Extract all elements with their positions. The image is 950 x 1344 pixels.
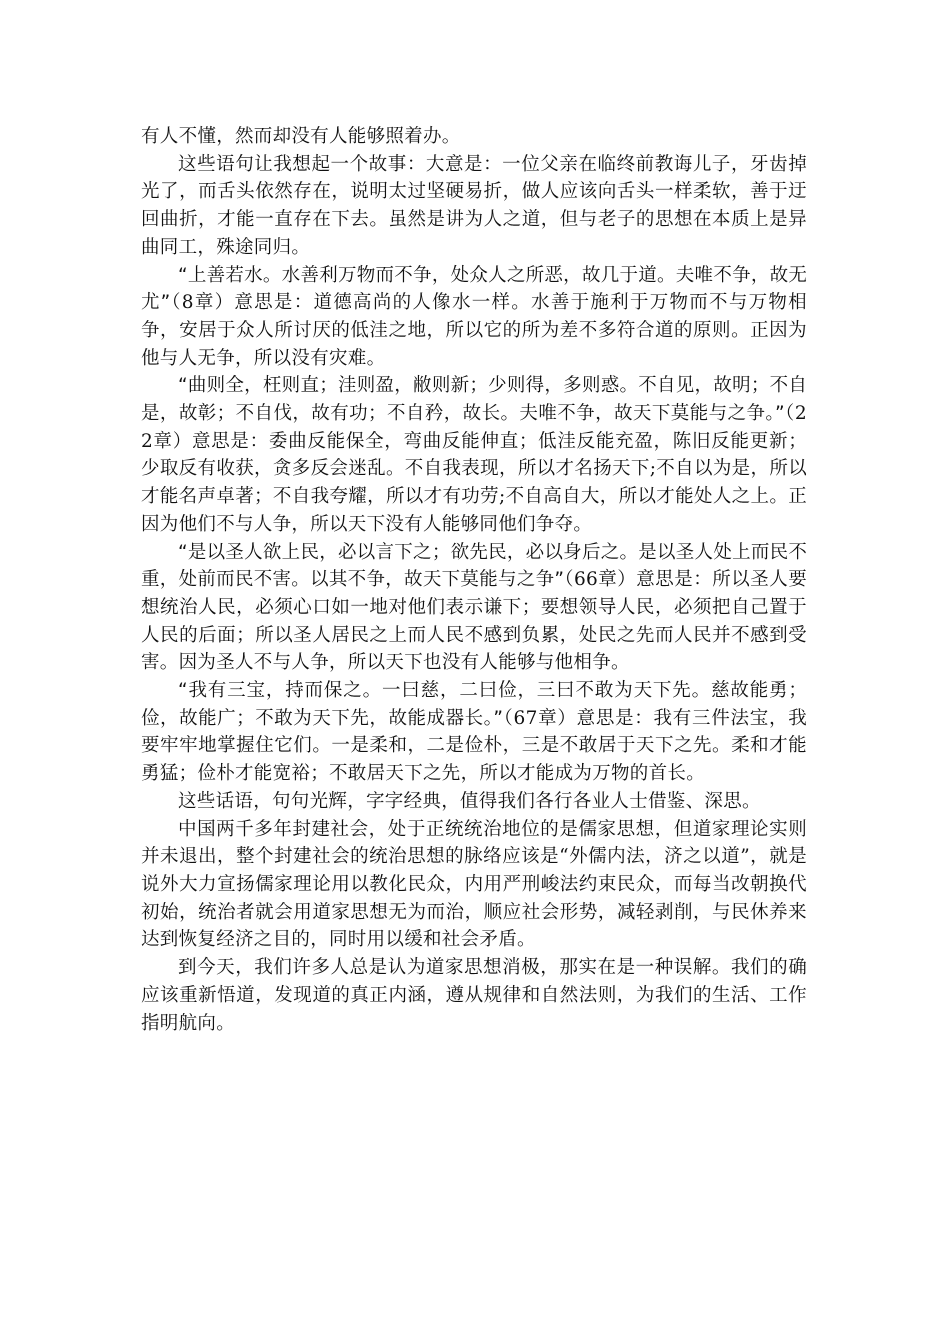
paragraph-9 — [141, 954, 807, 1037]
body-text — [141, 123, 807, 1037]
paragraph-3 — [141, 262, 807, 373]
paragraph-9-text: 到今天，我们许多人总是认为道家思想消极，那实在是一种误解。我们的确应该重新悟道，发现道的真正内涵，遵从规律和自然法则，为我们的生活、工作指明航向。 — [141, 957, 807, 1034]
paragraph-6-quote: “我有三宝，持而保之。一曰慈，二曰俭，三曰不敢为天下先。慈故能勇；俭，故能广；不敢为天下先，故能成器长。” — [141, 680, 807, 729]
paragraph-4-text: （22章）意思是：委曲反能保全，弯曲反能伸直；低洼反能充盈，陈旧反能更新；少取反有收获，贪多反会迷乱。不自我表现，所以才名扬天下;不自以为是，所以才能名声卓著；不自我夸耀，所以才有功劳;不自高自大，所以才能处人之上。正因为他们不与人争，所以天下没有人能够同他们争夺。 — [141, 403, 807, 535]
paragraph-8 — [141, 816, 807, 955]
paragraph-5-text: （66章）意思是：所以圣人要想统治人民，必须心口如一地对他们表示谦下；要想领导人民，必须把自己置于人民的后面；所以圣人居民之上而人民不感到负累，处民之先而人民并不感到受害。因为圣人不与人争，所以天下也没有人能够与他相争。 — [141, 569, 807, 674]
paragraph-7-text: 这些话语，句句光辉，字字经典，值得我们各行各业人士借鉴、深思。 — [178, 790, 761, 812]
paragraph-3-text: （8章）意思是：道德高尚的人像水一样。水善于施利于万物而不与万物相争，安居于众人所讨厌的低洼之地，所以它的所为差不多符合道的原则。正因为他与人无争，所以没有灾难。 — [141, 292, 807, 369]
paragraph-7 — [141, 788, 807, 816]
paragraph-2-text: 这些语句让我想起一个故事：大意是：一位父亲在临终前教诲儿子，牙齿掉光了，而舌头依然存在，说明太过坚硬易折，做人应该向舌头一样柔软，善于迂回曲折，才能一直存在下去。虽然是讲为人之道，但与老子的思想在本质上是异曲同工，殊途同归。 — [141, 153, 807, 258]
paragraph-4-quote: “曲则全，枉则直；洼则盈，敝则新；少则得，多则惑。不自见，故明；不自是，故彰；不自伐，故有功；不自矜，故长。夫唯不争，故天下莫能与之争。” — [141, 375, 807, 425]
paragraph-1 — [141, 123, 807, 151]
paragraph-5-quote: “是以圣人欲上民，必以言下之；欲先民，必以身后之。是以圣人处上而民不重，处前而民不害。以其不争，故天下莫能与之争” — [141, 541, 807, 591]
paragraph-2 — [141, 151, 807, 262]
paragraph-6 — [141, 677, 807, 788]
paragraph-8-text: 中国两千多年封建社会，处于正统统治地位的是儒家思想，但道家理论实则并未退出，整个封建社会的统治思想的脉络应该是“外儒内法，济之以道”，就是说外大力宣扬儒家理论用以教化民众，内用严刑峻法约束民众，而每当改朝换代初始，统治者就会用道家思想无为而治，顺应社会形势，减轻剥削，与民休养来达到恢复经济之目的，同时用以缓和社会矛盾。 — [141, 818, 807, 951]
paragraph-3-quote: “上善若水。水善利万物而不争，处众人之所恶，故几于道。夫唯不争，故无尤” — [141, 264, 807, 314]
paragraph-4 — [141, 372, 807, 538]
paragraph-5 — [141, 539, 807, 678]
paragraph-1-text: 有人不懂，然而却没有人能够照着办。 — [141, 126, 461, 147]
paragraph-6-text: （67章）意思是：我有三件法宝，我要牢牢地掌握住它们。一是柔和，二是俭朴，三是不敢居于天下之先。柔和才能勇猛；俭朴才能宽裕；不敢居天下之先，所以才能成为万物的首长。 — [141, 707, 807, 785]
